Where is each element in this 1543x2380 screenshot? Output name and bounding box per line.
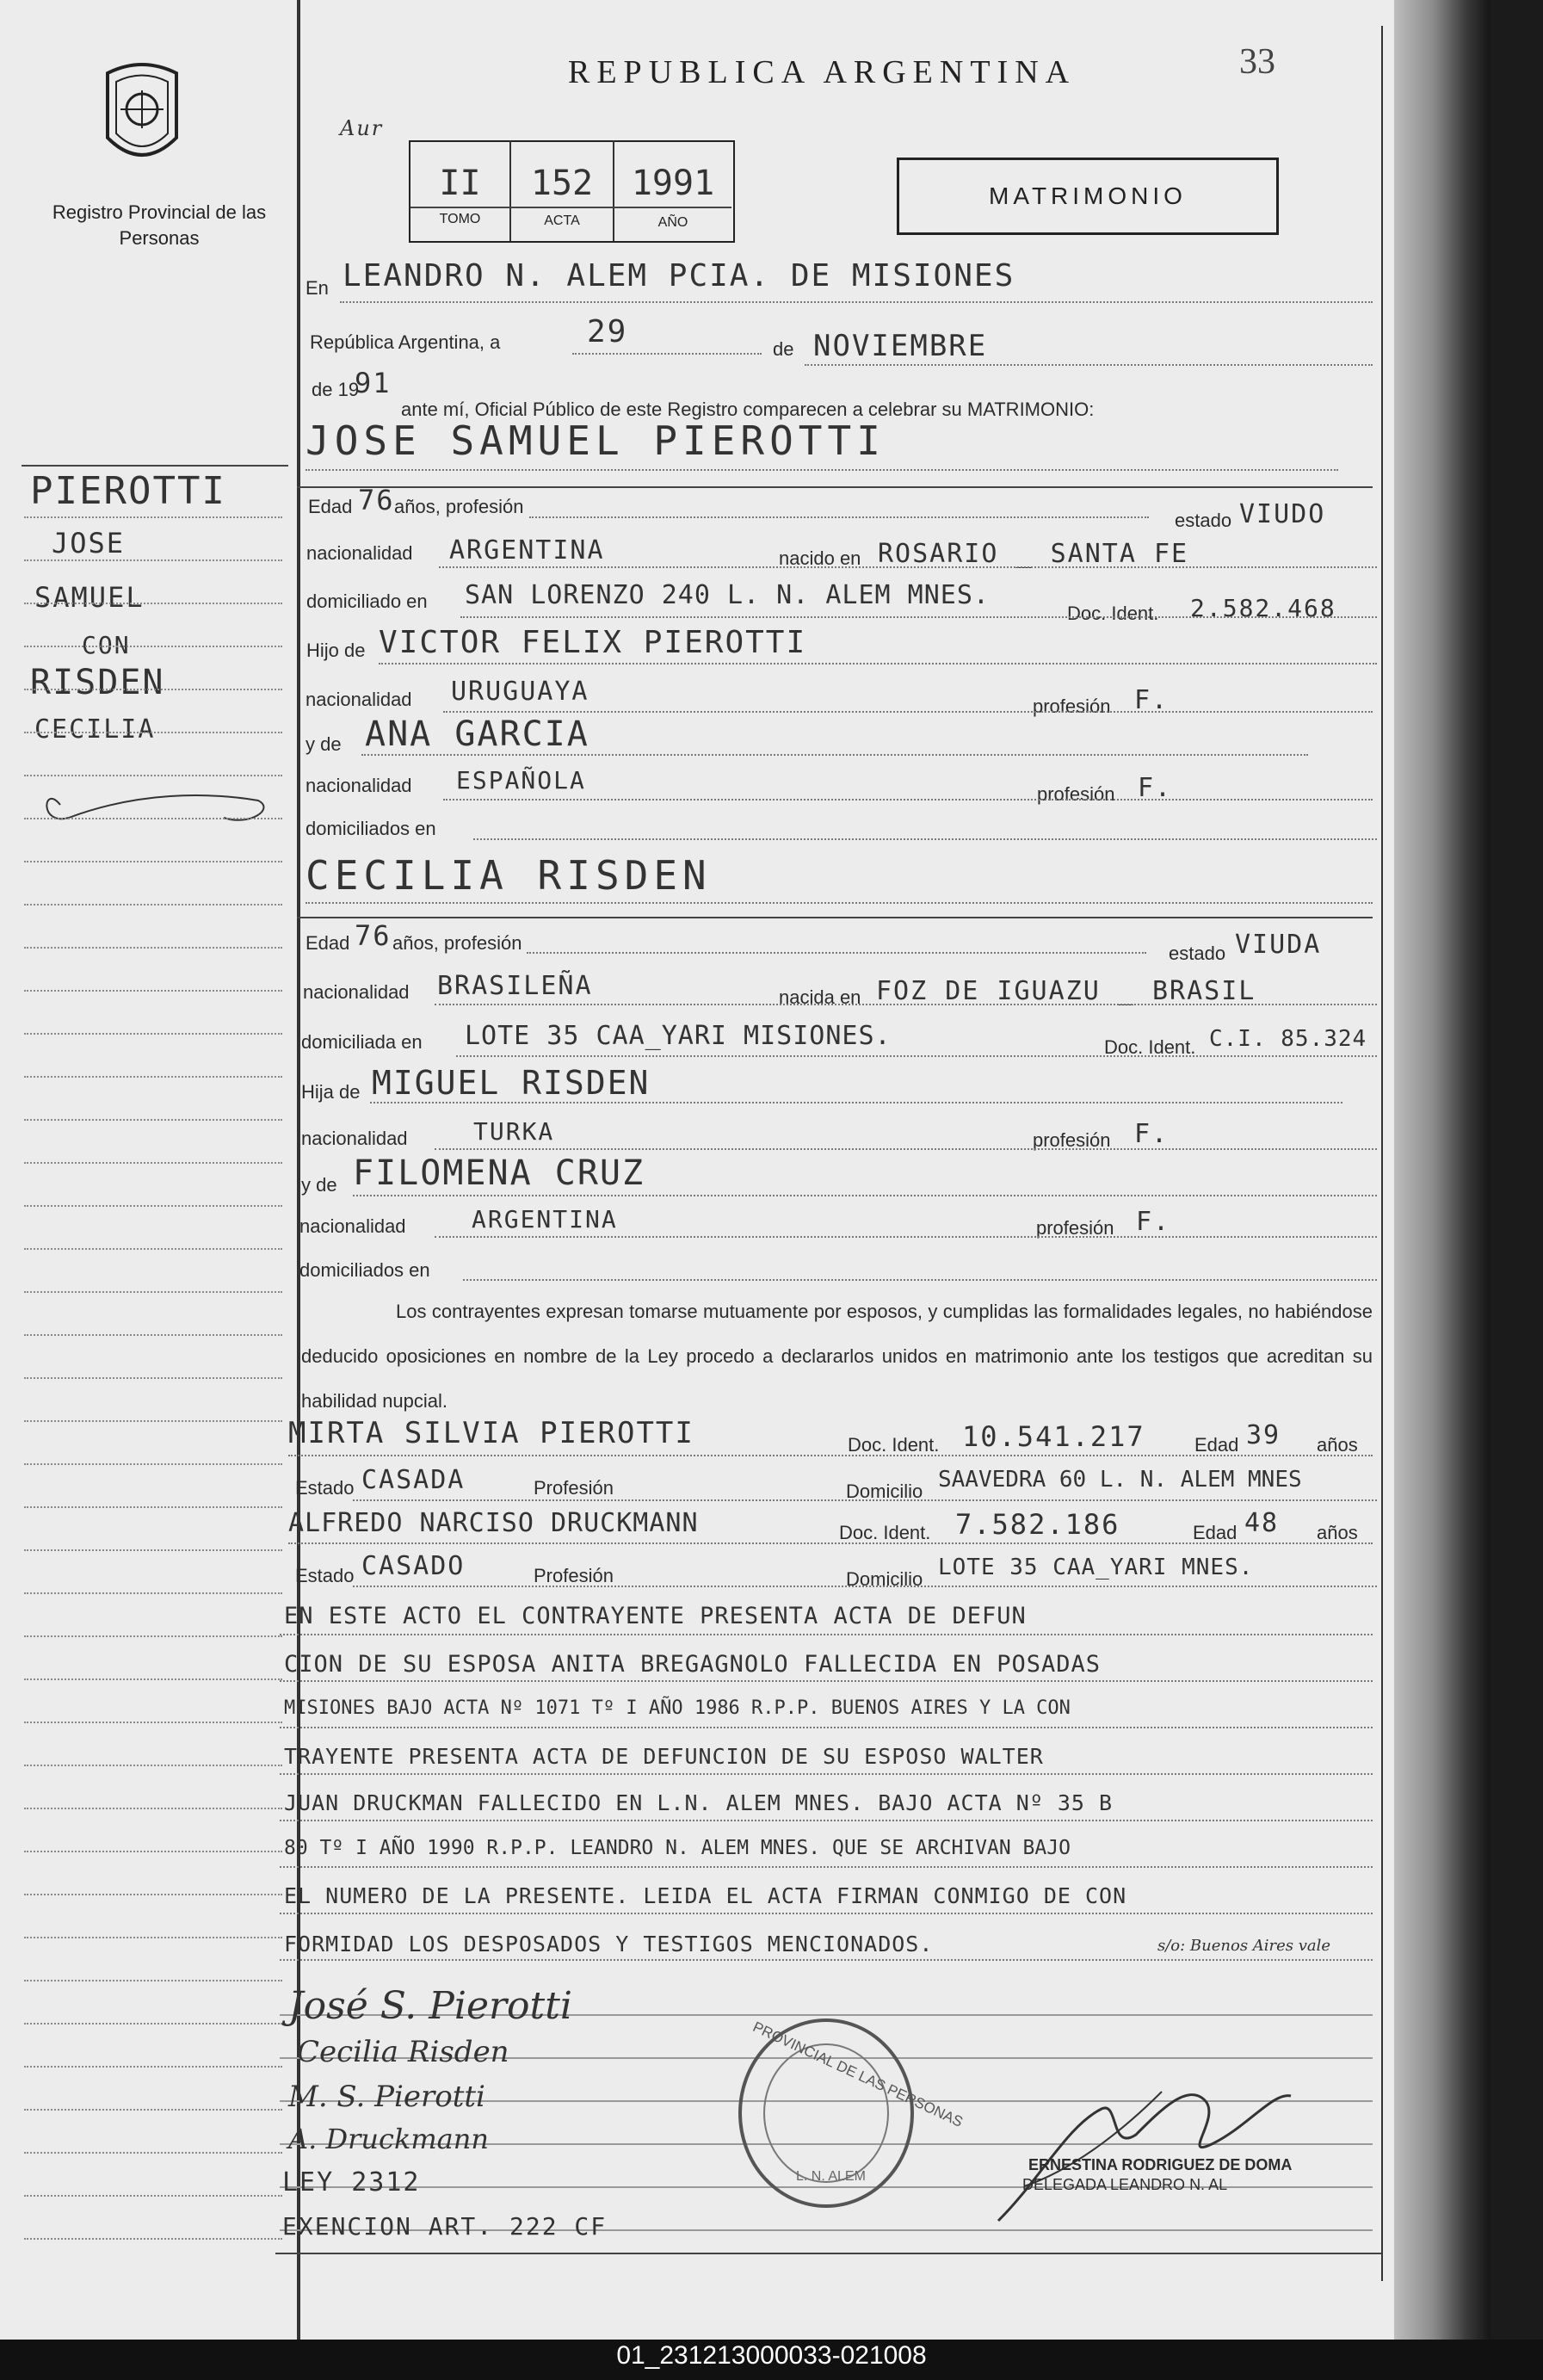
witness-2-estado: CASADO	[361, 1551, 466, 1581]
groom-mother-nat: ESPAÑOLA	[456, 766, 586, 794]
bride-domicile-label: domiciliada en	[301, 1031, 423, 1053]
witness-2-doc: 7.582.186	[955, 1508, 1120, 1541]
ano-label: AÑO	[657, 215, 688, 230]
groom-mother-prof: F.	[1138, 773, 1173, 803]
note-tail: s/o: Buenos Aires vale	[1157, 1937, 1331, 1955]
left-column-ruled-line	[24, 2238, 282, 2240]
witness-2-dotline	[288, 1542, 1373, 1544]
left-column-ruled-line	[24, 2109, 282, 2111]
left-column-ruled-line	[24, 2023, 282, 2025]
groom-born: ROSARIO _ SANTA FE	[878, 539, 1189, 569]
groom-father-nat: URUGUAYA	[451, 677, 589, 707]
note-line: 80 Tº I AÑO 1990 R.P.P. LEANDRO N. ALEM MNES. QUE SE ARCHIVAN BAJO	[284, 1837, 1071, 1859]
bride-born-label: nacida en	[779, 986, 861, 1008]
declaration-paragraph: Los contrayentes expresan tomarse mutuamente por esposos, y cumplidas las formalidades legales, no habiéndose deducido oposiciones en nombre de la Ley procedo a declararlos unidos en matrimonio ante los testigos que acreditan su habilidad nupcial.	[301, 1301, 1373, 1412]
note-ruled-line	[280, 1634, 1373, 1635]
official-name: ERNESTINA RODRIGUEZ DE DOMA	[1028, 2156, 1293, 2173]
witness-2-age-label: Edad	[1193, 1522, 1237, 1543]
groom-profession-label: años, profesión	[394, 496, 524, 517]
signature-bride: Cecilia Risden	[297, 2035, 509, 2069]
page-bottom-rule	[275, 2253, 1381, 2254]
day-value: 29	[587, 314, 628, 349]
note-ruled-line	[280, 1959, 1373, 1961]
left-column-ruled-line	[24, 2152, 282, 2154]
margin-line: PIEROTTI	[30, 469, 226, 513]
bride-age: 76	[355, 919, 392, 952]
note-ruled-line	[280, 1680, 1373, 1682]
groom-domicile: SAN LORENZO 240 L. N. ALEM MNES.	[465, 580, 990, 610]
bride-mother-prof: F.	[1136, 1207, 1171, 1237]
groom-father-prof-label: profesión	[1033, 695, 1111, 717]
bride-name: CECILIA RISDEN	[306, 852, 712, 899]
left-column-ruled-line	[24, 1162, 282, 1164]
margin-line: SAMUEL	[34, 581, 145, 614]
groom-name-dotline	[306, 469, 1338, 471]
witness-1-name: MIRTA SILVIA PIEROTTI	[288, 1416, 694, 1450]
bride-mother: FILOMENA CRUZ	[353, 1153, 645, 1193]
margin-flourish	[34, 775, 275, 835]
page-right-rule	[1381, 26, 1383, 2281]
bride-fnat-dotline	[435, 1148, 1377, 1150]
bride-father-prof: F.	[1134, 1119, 1170, 1149]
note-line: TRAYENTE PRESENTA ACTA DE DEFUNCION DE SU ESPOSO WALTER	[284, 1744, 1044, 1769]
witness-1-age: 39	[1246, 1420, 1281, 1450]
bride-father-nat-label: nacionalidad	[301, 1128, 408, 1149]
left-column-ruled-line	[24, 1851, 282, 1852]
groom-estado: VIUDO	[1239, 499, 1326, 529]
signature-witness-1: M. S. Pierotti	[288, 2080, 485, 2114]
witness-1-prof-label: Profesión	[534, 1477, 614, 1499]
left-column-ruled-line	[24, 1334, 282, 1336]
act-box-rule	[410, 207, 731, 208]
bride-profession-dotline	[527, 952, 1146, 954]
groom-father-prof: F.	[1134, 685, 1170, 715]
statement-text: ante mí, Oficial Público de este Registro comparecen a celebrar su MATRIMONIO:	[401, 399, 1095, 420]
groom-doc-label: Doc. Ident.	[1067, 603, 1159, 624]
bride-estado-label: estado	[1169, 943, 1226, 964]
tomo-value: II	[439, 164, 481, 203]
left-column-ruled-line	[24, 516, 282, 518]
witness-2-years-label: años	[1317, 1522, 1358, 1543]
left-column-ruled-line	[24, 1463, 282, 1465]
place-value: LEANDRO N. ALEM PCIA. DE MISIONES	[343, 258, 1015, 294]
left-column-ruled-line	[24, 1420, 282, 1422]
en-label: En	[306, 277, 329, 299]
page-number: 33	[1239, 42, 1275, 82]
bride-pdom-dotline	[463, 1279, 1377, 1281]
bride-mother-dotline	[353, 1195, 1377, 1196]
note-ruled-line	[280, 1727, 1373, 1728]
left-column-ruled-line	[24, 775, 282, 776]
stamp-text: PROVINCIAL DE LAS PERSONAS	[750, 2018, 966, 2130]
groom-father-dotline	[379, 663, 1377, 665]
bride-doc-label: Doc. Ident.	[1104, 1036, 1196, 1058]
day-dotline	[572, 353, 762, 355]
witness-1-estado-label: Estado	[295, 1477, 355, 1499]
bride-profession-label: años, profesión	[392, 932, 522, 954]
witness-2-dom-dotline	[353, 1586, 1377, 1587]
left-column-ruled-line	[24, 1635, 282, 1637]
groom-father-nat-label: nacionalidad	[306, 689, 412, 710]
left-column-ruled-line	[24, 1937, 282, 1938]
acta-value: 152	[530, 164, 594, 203]
left-column-ruled-line	[24, 1549, 282, 1551]
note-line: CION DE SU ESPOSA ANITA BREGAGNOLO FALLECIDA EN POSADAS	[284, 1651, 1102, 1678]
province-seal-icon	[95, 56, 189, 176]
groom-doc: 2.582.468	[1190, 594, 1336, 622]
note-ruled-line	[280, 1866, 1373, 1868]
left-column-ruled-line	[24, 1076, 282, 1078]
left-column-ruled-line	[24, 689, 282, 690]
tomo-label: TOMO	[439, 212, 481, 226]
groom-domicile-label: domiciliado en	[306, 590, 428, 612]
document-type: MATRIMONIO	[897, 158, 1279, 235]
left-column-ruled-line	[24, 1722, 282, 1723]
note-line: EL NUMERO DE LA PRESENTE. LEIDA EL ACTA FIRMAN CONMIGO DE CON	[284, 1883, 1127, 1908]
registry-name: Registro Provincial de las Personas	[52, 201, 267, 249]
left-column-ruled-line	[24, 1808, 282, 1809]
left-column-ruled-line	[24, 1377, 282, 1379]
groom-dom-dotline	[460, 616, 1377, 618]
note-line: MISIONES BAJO ACTA Nº 1071 Tº I AÑO 1986 R.P.P. BUENOS AIRES Y LA CON	[284, 1697, 1071, 1719]
groom-father: VICTOR FELIX PIEROTTI	[379, 625, 807, 660]
left-column-ruled-line	[24, 861, 282, 862]
acta-label: ACTA	[544, 213, 580, 228]
bride-doc: C.I. 85.324	[1209, 1026, 1367, 1052]
bride-nationality: BRASILEÑA	[437, 971, 593, 1001]
left-column-ruled-line	[24, 1592, 282, 1594]
margin-rule	[22, 465, 288, 467]
witness-2-name: ALFREDO NARCISO DRUCKMANN	[288, 1508, 699, 1538]
groom-mother-dotline	[361, 754, 1308, 756]
bride-father: MIGUEL RISDEN	[372, 1064, 651, 1102]
left-column-ruled-line	[24, 1894, 282, 1895]
groom-age: 76	[358, 484, 395, 516]
groom-fnat-dotline	[443, 711, 1373, 713]
year-value: 91	[355, 367, 392, 399]
month-value: NOVIEMBRE	[813, 329, 988, 363]
witness-1-dom-dotline	[353, 1499, 1377, 1501]
margin-line: JOSE	[52, 527, 126, 559]
country-heading: REPUBLICA ARGENTINA	[568, 54, 1077, 90]
annotation-initials: Aur	[340, 116, 384, 140]
witness-2-doc-label: Doc. Ident.	[839, 1522, 931, 1543]
groom-nationality: ARGENTINA	[449, 535, 605, 566]
left-column-ruled-line	[24, 904, 282, 906]
note-line: FORMIDAD LOS DESPOSADOS Y TESTIGOS MENCIONADOS.	[284, 1932, 934, 1957]
stamp-bottom-text: L. N. ALEM	[796, 2169, 866, 2184]
left-column-ruled-line	[24, 1765, 282, 1766]
witness-2-prof-label: Profesión	[534, 1565, 614, 1586]
left-column-ruled-line	[24, 1205, 282, 1207]
witness-2-estado-label: Estado	[295, 1565, 355, 1586]
note-ruled-line	[280, 1773, 1373, 1775]
left-column-ruled-line	[24, 2195, 282, 2197]
official-title: DELEGADA LEANDRO N. AL	[1022, 2176, 1228, 2193]
witness-2-age: 48	[1244, 1508, 1280, 1538]
groom-age-label: Edad	[308, 496, 353, 517]
left-column-ruled-line	[24, 646, 282, 647]
bride-section-rule	[297, 917, 1373, 918]
left-column-ruled-line	[24, 559, 282, 561]
groom-mother-label: y de	[306, 733, 342, 755]
bride-father-prof-label: profesión	[1033, 1129, 1111, 1151]
bride-born: FOZ DE IGUAZU _ BRASIL	[876, 976, 1256, 1006]
bride-name-dotline	[306, 902, 1373, 904]
left-column-ruled-line	[24, 1119, 282, 1121]
note-line: EN ESTE ACTO EL CONTRAYENTE PRESENTA ACTA DE DEFUN	[284, 1603, 1027, 1629]
witness-1-doc-label: Doc. Ident.	[848, 1434, 940, 1456]
bride-domicile: LOTE 35 CAA_YARI MISIONES.	[465, 1021, 892, 1051]
official-signature-scribble	[990, 2074, 1308, 2229]
left-column-ruled-line	[24, 2066, 282, 2068]
note-ruled-line	[280, 1913, 1373, 1914]
left-column-ruled-line	[24, 603, 282, 604]
scan-footer-id: 01_231213000033-021008	[616, 2341, 927, 2370]
left-column-ruled-line	[24, 1248, 282, 1250]
witness-1-dotline	[288, 1455, 1373, 1456]
margin-line: RISDEN	[30, 663, 165, 702]
year-label: de 19	[312, 379, 360, 400]
groom-section-rule	[297, 486, 1373, 488]
bride-estado: VIUDA	[1235, 930, 1322, 960]
note-ruled-line	[280, 1820, 1373, 1821]
bride-mother-label: y de	[301, 1174, 337, 1196]
left-column-ruled-line	[24, 1678, 282, 1680]
left-column-ruled-line	[24, 1033, 282, 1035]
left-column-ruled-line	[24, 1291, 282, 1293]
bride-mother-prof-label: profesión	[1036, 1217, 1114, 1239]
note-line: JUAN DRUCKMAN FALLECIDO EN L.N. ALEM MNES. BAJO ACTA Nº 35 B	[284, 1790, 1114, 1815]
witness-1-age-label: Edad	[1194, 1434, 1239, 1456]
left-column-ruled-line	[24, 1980, 282, 1981]
groom-mnat-dotline	[443, 799, 1373, 801]
left-column-ruled-line	[24, 732, 282, 733]
month-dotline	[805, 364, 1373, 366]
bride-nat-dotline	[435, 1004, 1377, 1005]
bride-father-nat: TURKA	[473, 1117, 555, 1146]
margin-line: CECILIA	[34, 714, 156, 745]
groom-parents-dom-label: domiciliados en	[306, 818, 436, 839]
groom-estado-label: estado	[1175, 510, 1232, 531]
groom-name: JOSE SAMUEL PIEROTTI	[306, 417, 886, 464]
left-column-ruled-line	[24, 990, 282, 992]
signature-groom: José S. Pierotti	[288, 1984, 572, 2028]
republic-label: República Argentina, a	[310, 331, 501, 353]
bride-nationality-label: nacionalidad	[303, 981, 410, 1003]
witness-1-years-label: años	[1317, 1434, 1358, 1456]
month-de-label: de	[773, 338, 794, 360]
witness-2-dom: LOTE 35 CAA_YARI MNES.	[938, 1555, 1254, 1580]
witness-1-doc: 10.541.217	[962, 1420, 1145, 1453]
witness-2-dom-label: Domicilio	[846, 1568, 923, 1590]
law-text: LEY 2312	[282, 2167, 421, 2198]
groom-father-label: Hijo de	[306, 640, 366, 661]
left-column-ruled-line	[24, 947, 282, 949]
bride-father-label: Hija de	[301, 1081, 361, 1103]
groom-profession-dotline	[529, 516, 1149, 518]
witness-1-dom: SAAVEDRA 60 L. N. ALEM MNES	[938, 1467, 1302, 1493]
bride-age-label: Edad	[306, 932, 350, 954]
left-column-ruled-line	[24, 818, 282, 819]
margin-line: CON	[82, 631, 131, 659]
witness-1-estado: CASADA	[361, 1465, 466, 1495]
groom-nationality-label: nacionalidad	[306, 542, 413, 564]
book-spine	[1394, 0, 1491, 2340]
groom-mother: ANA GARCIA	[365, 714, 589, 754]
place-dotline	[340, 301, 1373, 303]
groom-born-label: nacido en	[779, 547, 861, 569]
left-column-ruled-line	[24, 1506, 282, 1508]
bride-mother-nat-label: nacionalidad	[299, 1215, 406, 1237]
witness-1-dom-label: Domicilio	[846, 1481, 923, 1502]
exemption-text: EXENCION ART. 222 CF	[282, 2212, 608, 2241]
signature-witness-2: A. Druckmann	[288, 2123, 489, 2155]
bride-mnat-dotline	[435, 1236, 1377, 1238]
bride-mother-nat: ARGENTINA	[472, 1205, 618, 1233]
ano-value: 1991	[631, 164, 715, 203]
bride-father-dotline	[370, 1102, 1342, 1103]
groom-nat-dotline	[439, 566, 1377, 568]
groom-pdom-dotline	[473, 838, 1377, 840]
bride-parents-dom-label: domiciliados en	[299, 1259, 430, 1281]
groom-mother-nat-label: nacionalidad	[306, 775, 412, 796]
groom-mother-prof-label: profesión	[1037, 783, 1115, 805]
bride-dom-dotline	[456, 1055, 1377, 1057]
